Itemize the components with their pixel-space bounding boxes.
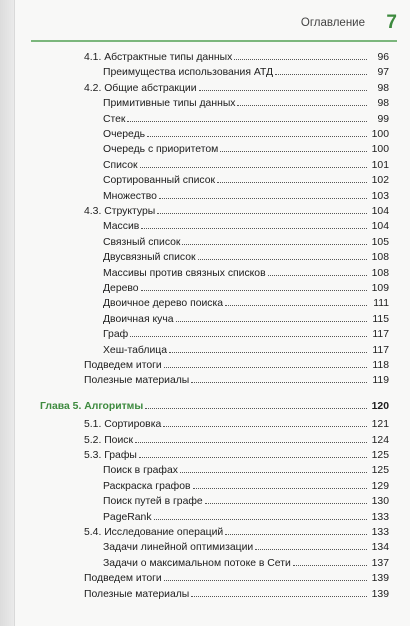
dot-leader — [198, 258, 367, 260]
toc-entry[interactable] — [103, 188, 389, 202]
toc-entry-title: Двусвязный список — [103, 252, 196, 264]
toc-entry-title: Двоичная куча — [103, 313, 174, 325]
dot-leader — [237, 104, 367, 106]
dot-leader — [141, 289, 367, 291]
toc-entry[interactable] — [103, 172, 389, 186]
toc-entry[interactable] — [103, 509, 389, 523]
running-header — [15, 8, 410, 32]
toc-entry-title: Очередь с приоритетом — [103, 144, 219, 156]
toc-entry[interactable] — [103, 64, 389, 78]
toc-entry-page: 119 — [372, 375, 389, 387]
toc-entry[interactable] — [84, 570, 389, 584]
dot-leader — [176, 320, 367, 322]
dot-leader — [225, 533, 367, 535]
toc-entry[interactable] — [103, 280, 389, 294]
dot-leader — [157, 212, 367, 214]
toc-entry-page: 104 — [371, 221, 389, 233]
dot-leader — [225, 304, 367, 306]
toc-entry-page: 109 — [371, 283, 389, 294]
adjacent-page-edge — [0, 0, 14, 626]
toc-entry-page: 125 — [371, 450, 389, 461]
toc-entry[interactable] — [103, 311, 389, 325]
toc-entry-page: 100 — [371, 144, 389, 156]
toc-entry-page: 115 — [372, 313, 389, 325]
dot-leader — [154, 518, 367, 520]
dot-leader — [180, 471, 367, 473]
toc-entry-page: 103 — [371, 190, 389, 202]
toc-entry-title: Массивы против связных списков — [103, 267, 266, 279]
toc-entry-title: Примитивные типы данных — [103, 98, 236, 110]
toc-entry-title: Стек — [103, 113, 126, 125]
dot-leader — [164, 366, 367, 368]
toc-entry-page: 133 — [371, 527, 389, 538]
toc-entry[interactable] — [103, 462, 389, 476]
toc-entry[interactable] — [84, 447, 389, 461]
toc-entry[interactable] — [103, 539, 389, 553]
toc-entry-page: 129 — [371, 480, 389, 492]
toc-entry-page: 102 — [371, 175, 389, 187]
toc-entry-title: Очередь — [103, 129, 146, 140]
toc-entry-page: 125 — [371, 465, 389, 477]
toc-entry-page: 133 — [371, 511, 389, 523]
toc-entry[interactable] — [84, 524, 389, 538]
toc-entry-page: 97 — [377, 67, 389, 79]
toc-entry-page: 120 — [371, 400, 389, 412]
toc-entry-page: 98 — [377, 82, 389, 94]
toc-entry-title: Поиск в графах — [103, 465, 178, 477]
dot-leader — [191, 381, 367, 383]
dot-leader — [182, 243, 367, 245]
toc-entry-page: 104 — [371, 206, 389, 217]
toc-entry-page: 101 — [371, 159, 389, 171]
dot-leader — [275, 73, 367, 75]
dot-leader — [147, 135, 367, 137]
toc-entry-title: Полезные материалы — [84, 588, 190, 600]
toc-entry-title: Граф — [103, 329, 129, 341]
toc-entry[interactable] — [84, 49, 389, 63]
toc-entry[interactable] — [103, 478, 389, 492]
dot-leader — [141, 227, 367, 229]
dot-leader — [205, 502, 367, 504]
toc-entry-page: 139 — [371, 573, 389, 585]
toc-entry[interactable] — [84, 586, 389, 600]
dot-leader — [145, 407, 367, 409]
toc-entry-title: Полезные материалы — [84, 375, 190, 387]
toc-entry[interactable] — [103, 326, 389, 340]
toc-entry[interactable] — [103, 141, 389, 155]
dot-leader — [293, 564, 367, 566]
toc-entry[interactable] — [103, 126, 389, 140]
toc-entry-title: Список — [103, 159, 138, 171]
toc-entry-title: 4.3. Структуры — [84, 206, 156, 217]
toc-entry-title: Подведем итоги — [84, 360, 162, 371]
toc-entry-title: Множество — [103, 190, 157, 202]
toc-entry-page: 130 — [371, 496, 389, 508]
toc-entry-page: 121 — [371, 419, 389, 431]
dot-leader — [127, 120, 367, 122]
dot-leader — [191, 595, 367, 597]
toc-entry-title: 5.3. Графы — [84, 450, 137, 461]
toc-entry[interactable] — [84, 357, 389, 371]
toc-entry[interactable] — [84, 432, 389, 446]
toc-entry-page: 100 — [371, 129, 389, 140]
toc-entry-page: 134 — [371, 542, 389, 554]
toc-entry[interactable] — [103, 157, 389, 171]
toc-entry-page: 124 — [371, 434, 389, 446]
dot-leader — [169, 351, 367, 353]
toc-entry[interactable] — [84, 203, 389, 217]
toc-entry-title: Подведем итоги — [84, 573, 162, 585]
dot-leader — [164, 579, 367, 581]
toc-entry-page: 105 — [371, 236, 389, 248]
dot-leader — [139, 456, 367, 458]
toc-entry[interactable] — [103, 265, 389, 279]
toc-entry[interactable] — [84, 80, 389, 94]
toc-entry[interactable] — [103, 555, 389, 569]
toc-entry[interactable] — [103, 234, 389, 248]
header-page-number: 7 — [386, 12, 397, 33]
toc-entry-title: Глава 5. Алгоритмы — [40, 400, 144, 412]
toc-entry-title: 5.4. Исследование операций — [84, 527, 224, 538]
toc-chapter-entry[interactable] — [40, 398, 389, 412]
toc-entry-title: Хеш-таблица — [103, 344, 168, 356]
toc-entry-title: Связный список — [103, 236, 181, 248]
toc-entry-page: 111 — [373, 298, 389, 310]
toc-entry-title: Сортированный список — [103, 175, 216, 187]
dot-leader — [135, 441, 367, 443]
dot-leader — [268, 274, 367, 276]
toc-entry-page: 108 — [371, 252, 389, 264]
toc-entry[interactable] — [103, 111, 389, 125]
toc-entry-title: 4.2. Общие абстракции — [84, 82, 197, 94]
toc-entry-title: 4.1. Абстрактные типы данных — [84, 52, 233, 63]
toc-entry[interactable] — [84, 372, 389, 386]
toc-entry-title: Массив — [103, 221, 140, 233]
toc-entry[interactable] — [103, 493, 389, 507]
header-title: Оглавление — [300, 17, 365, 29]
toc-entry-title: Задачи о максимальном потоке в Сети — [103, 557, 291, 569]
dot-leader — [217, 181, 367, 183]
dot-leader — [234, 58, 367, 60]
toc-entry-page: 137 — [371, 557, 389, 569]
toc-entry-title: PageRank — [103, 511, 152, 523]
toc-entry-page: 117 — [372, 329, 389, 341]
toc-entry-title: Раскраска графов — [103, 480, 191, 492]
toc-entry-page: 139 — [371, 588, 389, 600]
toc-entry[interactable] — [103, 295, 389, 309]
dot-leader — [220, 150, 367, 152]
dot-leader — [193, 487, 368, 489]
toc-entry-title: Задачи линейной оптимизации — [103, 542, 254, 554]
header-divider — [31, 40, 397, 42]
toc-entry-page: 117 — [372, 344, 389, 356]
toc-entry-title: Дерево — [103, 283, 139, 294]
dot-leader — [163, 425, 367, 427]
toc-entry-page: 96 — [377, 52, 389, 63]
toc-entry-title: Преимущества использования АТД — [103, 67, 273, 79]
toc-entry-page: 98 — [377, 98, 389, 110]
toc-entry-page: 99 — [377, 113, 389, 125]
dot-leader — [140, 166, 367, 168]
dot-leader — [199, 89, 367, 91]
toc-entry[interactable] — [103, 342, 389, 356]
toc-entry-title: 5.1. Сортировка — [84, 419, 162, 431]
toc-entry-page: 108 — [371, 267, 389, 279]
book-page — [14, 0, 410, 626]
toc-entry[interactable] — [103, 95, 389, 109]
dot-leader — [130, 335, 367, 337]
toc-entry[interactable] — [103, 218, 389, 232]
toc-entry-title: Двоичное дерево поиска — [103, 298, 224, 310]
toc-entry-title: Поиск путей в графе — [103, 496, 203, 508]
dot-leader — [159, 197, 367, 199]
dot-leader — [255, 548, 367, 550]
toc-entry[interactable] — [84, 416, 389, 430]
toc-entry-page: 118 — [372, 360, 389, 371]
toc-entry[interactable] — [103, 249, 389, 263]
toc-entry-title: 5.2. Поиск — [84, 434, 134, 446]
